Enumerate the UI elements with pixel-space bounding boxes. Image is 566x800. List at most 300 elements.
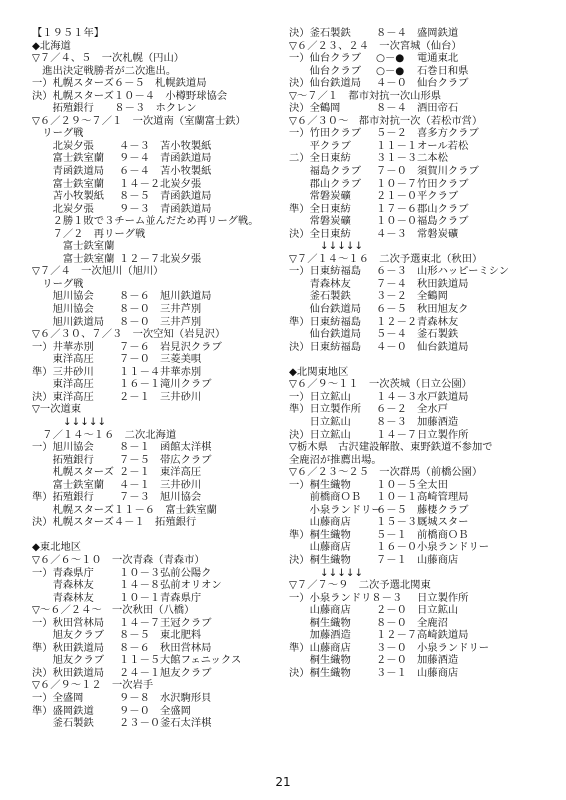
team-name: 一）小泉ランドリ８－３ bbox=[289, 591, 403, 604]
team-name: 一）仙台クラブ bbox=[289, 52, 362, 65]
team-name: 富士鉄室蘭 bbox=[32, 152, 105, 165]
text-line bbox=[289, 429, 554, 442]
text-line bbox=[32, 504, 297, 517]
game-score: ４－０ bbox=[376, 77, 407, 90]
text-line bbox=[32, 102, 297, 115]
text-line bbox=[289, 90, 554, 103]
team-name: 決）全日東紡 bbox=[289, 227, 351, 240]
game-score: １２－７ bbox=[376, 629, 418, 642]
text-line bbox=[32, 316, 297, 329]
team-name: 常磐炭礦 bbox=[289, 190, 351, 203]
team-name: 準）山藤商店 bbox=[289, 641, 351, 654]
opponent-name: 須賀川クラブ bbox=[417, 165, 479, 178]
opponent-name: 水戸鉄道局 bbox=[417, 390, 469, 403]
game-score: １２－２ bbox=[376, 315, 418, 328]
right-column bbox=[289, 27, 554, 679]
game-score: ９－４ bbox=[119, 152, 150, 165]
team-name: 一）旭川協会 bbox=[32, 441, 94, 454]
text-line bbox=[289, 240, 554, 253]
team-name: 一）日東紡福島 bbox=[289, 265, 362, 278]
text-line bbox=[32, 403, 297, 416]
line-text: ◆北関東地区 bbox=[289, 365, 349, 378]
opponent-name: 盛岡鉄道 bbox=[417, 27, 459, 39]
game-score: １４－３ bbox=[376, 390, 418, 403]
game-score: ７－３ bbox=[119, 491, 150, 504]
team-name: 一）日立鉱山 bbox=[289, 390, 351, 403]
text-line bbox=[32, 479, 297, 492]
text-line bbox=[32, 65, 297, 78]
text-line bbox=[289, 303, 554, 316]
team-name: 準）桐生織物 bbox=[289, 528, 351, 541]
team-name: 青森林友 bbox=[289, 277, 351, 290]
game-score: １０－０ bbox=[376, 215, 418, 228]
text-line bbox=[289, 391, 554, 404]
text-line bbox=[289, 27, 554, 40]
game-score: ８－６ bbox=[119, 290, 150, 303]
opponent-name: 旭友クラブ bbox=[160, 666, 212, 679]
text-line bbox=[289, 341, 554, 354]
opponent-name: 青函鉄道局 bbox=[160, 152, 212, 165]
text-line bbox=[32, 617, 297, 630]
opponent-name: 水沢駒形貝 bbox=[160, 691, 212, 704]
text-line bbox=[32, 491, 297, 504]
team-name: 旭友クラブ bbox=[32, 629, 105, 642]
text-line bbox=[32, 705, 297, 718]
text-line bbox=[289, 52, 554, 65]
team-name: 準）拓殖銀行 bbox=[32, 491, 94, 504]
text-line bbox=[32, 667, 297, 680]
text-line bbox=[289, 378, 554, 391]
text-line bbox=[289, 40, 554, 53]
game-score: ６－５ bbox=[376, 503, 407, 516]
opponent-name: 平クラブ bbox=[417, 190, 459, 203]
text-line bbox=[289, 516, 554, 529]
opponent-name: 王冠クラブ bbox=[160, 616, 212, 629]
text-line bbox=[289, 416, 554, 429]
game-score: ５－４ bbox=[376, 328, 407, 341]
game-score: ５－２ bbox=[376, 127, 407, 140]
text-line bbox=[32, 391, 297, 404]
text-line bbox=[289, 567, 554, 580]
text-line bbox=[32, 240, 297, 253]
opponent-name: 青森県庁 bbox=[160, 591, 202, 604]
text-line bbox=[289, 654, 554, 667]
text-line bbox=[32, 717, 297, 730]
team-name: 仙台鉄道局 bbox=[289, 328, 362, 341]
line-text: ↓↓↓↓↓ bbox=[289, 566, 364, 579]
line-text: ▽７／１４～１６ 二次予選東北（秋田） bbox=[289, 252, 483, 265]
team-name: 北炭夕張 bbox=[32, 202, 94, 215]
team-name: 決）釜石製鉄 bbox=[289, 27, 351, 39]
opponent-name: 小泉ランドリー bbox=[417, 541, 490, 554]
text-line bbox=[32, 278, 297, 291]
opponent-name: 東北肥料 bbox=[160, 629, 202, 642]
opponent-name: 旭川鉄道局 bbox=[160, 290, 212, 303]
game-score: ８－５ bbox=[119, 190, 150, 203]
game-score: １０－５ bbox=[376, 478, 418, 491]
opponent-name: 三井砂川 bbox=[160, 478, 202, 491]
game-score: ８－０ bbox=[119, 315, 150, 328]
text-line bbox=[289, 290, 554, 303]
text-line bbox=[289, 579, 554, 592]
text-line bbox=[289, 190, 554, 203]
team-name: 準）全日東紡 bbox=[289, 202, 351, 215]
text-line bbox=[32, 40, 297, 53]
team-name: 山藤商店 bbox=[289, 516, 351, 529]
game-score: １４－２ bbox=[119, 177, 161, 190]
line-text: ▽栃木県 古沢建設解散、東野鉄道不参加で bbox=[289, 441, 493, 454]
game-score: ４－３ bbox=[119, 139, 150, 152]
line-text: ▽６／３０、７／３ 一次空知（岩見沢） bbox=[32, 328, 226, 341]
opponent-name: 釜石太洋棋 bbox=[160, 717, 212, 730]
line-text: ↓↓↓↓↓ bbox=[289, 240, 364, 253]
game-score: １４－７ bbox=[119, 616, 161, 629]
text-line bbox=[289, 466, 554, 479]
opponent-name: 福島クラブ bbox=[417, 215, 469, 228]
text-line bbox=[32, 378, 297, 391]
team-name: 北炭夕張 bbox=[32, 139, 94, 152]
game-score: ７－０ bbox=[376, 165, 407, 178]
text-line bbox=[289, 642, 554, 655]
team-name: 旭川鉄道局 bbox=[32, 315, 105, 328]
opponent-name: 青森林友 bbox=[417, 315, 459, 328]
game-score: ７－５ bbox=[119, 453, 150, 466]
team-name: 決）日東紡福島 bbox=[289, 340, 362, 353]
opponent-name: 酒田帝石 bbox=[417, 102, 459, 115]
line-text: ▽６／３０～ 都市対抗一次（若松市営） bbox=[289, 114, 483, 127]
opponent-name: 釜石製鉄 bbox=[417, 328, 459, 341]
text-line bbox=[32, 303, 297, 316]
opponent-name: 仙台鉄道局 bbox=[417, 340, 469, 353]
text-line bbox=[32, 341, 297, 354]
game-score: １１－４ bbox=[119, 365, 161, 378]
text-line bbox=[32, 203, 297, 216]
opponent-name: 竹田クラブ bbox=[417, 177, 469, 190]
game-score: ８－０ bbox=[376, 616, 407, 629]
text-line bbox=[32, 567, 297, 580]
text-line bbox=[289, 228, 554, 241]
team-name: 拓殖銀行 bbox=[32, 453, 94, 466]
left-column bbox=[32, 27, 297, 730]
opponent-name: 全盛岡 bbox=[160, 704, 191, 717]
opponent-name: 全鹿沼 bbox=[417, 616, 448, 629]
team-name: 一）青森県庁 bbox=[32, 566, 94, 579]
text-line bbox=[32, 529, 297, 542]
opponent-name: 帯広クラブ bbox=[160, 453, 212, 466]
opponent-name: 加藤酒造 bbox=[417, 654, 459, 667]
text-line bbox=[32, 115, 297, 128]
team-name: 郡山クラブ bbox=[289, 177, 362, 190]
text-line bbox=[32, 441, 297, 454]
team-name: 二）全日東紡 bbox=[289, 152, 351, 165]
game-score: ２１－０ bbox=[376, 190, 418, 203]
text-line bbox=[32, 178, 297, 191]
game-score: １０－３ bbox=[119, 566, 161, 579]
opponent-name: 青函鉄道局 bbox=[160, 190, 212, 203]
opponent-name: 全水戸 bbox=[417, 403, 448, 416]
opponent-name: 山藤商店 bbox=[417, 553, 459, 566]
text-line bbox=[32, 27, 297, 40]
opponent-name: 井華赤別 bbox=[160, 365, 202, 378]
team-name: 決）仙台鉄道局 bbox=[289, 77, 362, 90]
line-text: 進出決定戦勝者が二次進出。 bbox=[32, 64, 177, 77]
team-name: 一）井華赤別 bbox=[32, 340, 94, 353]
game-score: ８－６ bbox=[119, 641, 150, 654]
text-line bbox=[32, 516, 297, 529]
line-text: ▽一次道東 bbox=[32, 403, 82, 416]
game-score: ７－６ bbox=[119, 340, 150, 353]
text-line bbox=[289, 316, 554, 329]
line-text: ▽７／４ 一次旭川（旭川） bbox=[32, 265, 164, 278]
text-line bbox=[289, 667, 554, 680]
text-line bbox=[32, 579, 297, 592]
text-line bbox=[289, 454, 554, 467]
game-score: ２－０ bbox=[376, 604, 407, 617]
team-name: 常磐炭礦 bbox=[289, 215, 351, 228]
team-name: 旭友クラブ bbox=[32, 654, 105, 667]
text-line bbox=[32, 290, 297, 303]
line-text: 札幌スターズ１１－６ 富士鉄室蘭 bbox=[32, 503, 217, 516]
text-line bbox=[289, 629, 554, 642]
text-line bbox=[32, 642, 297, 655]
game-score: ７－０ bbox=[119, 353, 150, 366]
text-line bbox=[32, 353, 297, 366]
opponent-name: 岩見沢クラブ bbox=[160, 340, 222, 353]
game-score: ７－４ bbox=[376, 277, 407, 290]
team-name: 準）三井砂川 bbox=[32, 365, 94, 378]
opponent-name: 函館太洋棋 bbox=[160, 441, 212, 454]
text-line bbox=[32, 592, 297, 605]
text-line bbox=[32, 679, 297, 692]
game-score: ６－３ bbox=[376, 265, 407, 278]
game-score: ８－５ bbox=[119, 629, 150, 642]
text-line bbox=[289, 215, 554, 228]
opponent-name: 仙台クラブ bbox=[417, 77, 469, 90]
team-name: 富士鉄室蘭 bbox=[32, 252, 115, 265]
team-name: 東洋高圧 bbox=[32, 353, 94, 366]
opponent-name: 加藤酒造 bbox=[417, 415, 459, 428]
opponent-name: 旭川協会 bbox=[160, 491, 202, 504]
opponent-name: 弘前オリオン bbox=[160, 579, 222, 592]
opponent-name: オール若松 bbox=[417, 139, 469, 152]
text-line bbox=[289, 491, 554, 504]
line-text: ▽～７／１ 都市対抗一次山形県 bbox=[289, 89, 442, 102]
opponent-name: 秋田営林局 bbox=[160, 641, 212, 654]
text-line bbox=[289, 541, 554, 554]
team-name: 決）桐生織物 bbox=[289, 666, 351, 679]
team-name: 富士鉄室蘭 bbox=[32, 177, 105, 190]
team-name: 富士鉄室蘭 bbox=[32, 478, 105, 491]
opponent-name: 苫小牧製紙 bbox=[160, 139, 212, 152]
text-line bbox=[32, 454, 297, 467]
text-line bbox=[32, 554, 297, 567]
game-score: ３１－３ bbox=[376, 152, 418, 165]
game-score: １６－０ bbox=[376, 541, 418, 554]
game-score: １４－８ bbox=[119, 579, 161, 592]
line-text: ▽７／７～９ 二次予選北関東 bbox=[289, 579, 431, 592]
text-line bbox=[32, 541, 297, 554]
text-line bbox=[32, 90, 297, 103]
text-line bbox=[289, 115, 554, 128]
game-score: １０－１ bbox=[119, 591, 161, 604]
game-score: ９－３ bbox=[119, 202, 150, 215]
game-score: ６－５ bbox=[376, 303, 407, 316]
team-name: 決）全鶴岡 bbox=[289, 102, 341, 115]
opponent-name: 全鶴岡 bbox=[417, 290, 448, 303]
team-name: 加藤酒造 bbox=[289, 629, 351, 642]
text-line bbox=[289, 278, 554, 291]
opponent-name: 秋田鉄道局 bbox=[417, 277, 469, 290]
game-score: １１－５ bbox=[119, 654, 161, 667]
game-score: １７－６ bbox=[376, 202, 418, 215]
text-line bbox=[289, 152, 554, 165]
text-line bbox=[289, 441, 554, 454]
team-name: 決）秋田鉄道局 bbox=[32, 666, 105, 679]
game-score: ２－１ bbox=[119, 390, 150, 403]
opponent-name: 電通東北 bbox=[417, 52, 459, 65]
line-text: 決）札幌スターズ４－１ 拓殖銀行 bbox=[32, 516, 197, 529]
line-text: ▽６／６～１０ 一次青森（青森市） bbox=[32, 553, 205, 566]
team-name: 釜石製鉄 bbox=[32, 717, 94, 730]
game-score: ６－２ bbox=[376, 403, 407, 416]
text-line bbox=[32, 152, 297, 165]
game-score: ２４－１ bbox=[119, 666, 161, 679]
text-line bbox=[32, 366, 297, 379]
opponent-name: 藤棲クラブ bbox=[417, 503, 469, 516]
line-text: 拓殖銀行 ８－３ ホクレン bbox=[32, 102, 197, 115]
opponent-name: 喜多方クラブ bbox=[417, 127, 479, 140]
text-line bbox=[32, 429, 297, 442]
team-name: 決）日立鉱山 bbox=[289, 428, 351, 441]
opponent-name: 秋田旭友ク bbox=[417, 303, 469, 316]
opponent-name: 日立鉱山 bbox=[417, 604, 459, 617]
team-name: 青函鉄道局 bbox=[32, 165, 105, 178]
game-score: ６－４ bbox=[119, 165, 150, 178]
text-line bbox=[289, 353, 554, 366]
line-text: リーグ戦 bbox=[32, 127, 84, 140]
text-line bbox=[32, 654, 297, 667]
text-line bbox=[289, 127, 554, 140]
line-text: 決）札幌スターズ１０－４ 小樽野球協会 bbox=[32, 89, 228, 102]
text-line bbox=[289, 403, 554, 416]
line-text: 富士鉄室蘭 bbox=[32, 240, 115, 253]
game-score: ２－０ bbox=[376, 654, 407, 667]
team-name: 準）盛岡鉄道 bbox=[32, 704, 94, 717]
team-name: 平クラブ bbox=[289, 139, 351, 152]
game-score: ９－０ bbox=[119, 704, 150, 717]
opponent-name: 北炭夕張 bbox=[160, 177, 202, 190]
game-score: １０－１ bbox=[376, 491, 418, 504]
text-line bbox=[32, 328, 297, 341]
team-name: 福島クラブ bbox=[289, 165, 362, 178]
text-line bbox=[32, 190, 297, 203]
text-line bbox=[289, 529, 554, 542]
opponent-name: 厩城スター bbox=[417, 516, 469, 529]
game-score: ８－４ bbox=[376, 27, 407, 39]
text-line bbox=[32, 228, 297, 241]
text-line bbox=[289, 165, 554, 178]
line-text: ▽６／２３～２５ 一次群馬（前橋公園） bbox=[289, 466, 483, 479]
team-name: 準）日東紡福島 bbox=[289, 315, 362, 328]
game-score: ○－● bbox=[376, 64, 405, 77]
opponent-name: 石巻日和県 bbox=[417, 64, 469, 77]
team-name: 準）日立製作所 bbox=[289, 403, 362, 416]
team-name: 桐生織物 bbox=[289, 654, 351, 667]
text-line bbox=[32, 77, 297, 90]
line-text: ２勝１敗で３チーム並んだため再リーグ戦。 bbox=[32, 215, 259, 228]
game-score: ２－１ bbox=[119, 466, 150, 479]
opponent-name: 常磐炭礦 bbox=[417, 227, 459, 240]
opponent-name: 三菱美唄 bbox=[160, 353, 202, 366]
team-name: 決）東洋高圧 bbox=[32, 390, 94, 403]
text-line bbox=[289, 592, 554, 605]
line-text: ７／２ 再リーグ戦 bbox=[32, 227, 146, 240]
opponent-name: 三井芦別 bbox=[160, 315, 202, 328]
opponent-name: 郡山クラブ bbox=[417, 202, 469, 215]
text-line bbox=[32, 629, 297, 642]
opponent-name: 高崎鉄道局 bbox=[417, 629, 469, 642]
game-score: １０－７ bbox=[376, 177, 418, 190]
team-name: 仙台クラブ bbox=[289, 64, 362, 77]
line-text: ▽６／２９～７／１ 一次道南（室蘭富士鉄） bbox=[32, 114, 246, 127]
text-line bbox=[289, 203, 554, 216]
text-line bbox=[289, 65, 554, 78]
opponent-name: 前橋商ＯＢ bbox=[417, 528, 469, 541]
game-score: ３－２ bbox=[376, 290, 407, 303]
text-line bbox=[32, 140, 297, 153]
line-text: ▽～６／２４～ 一次秋田（八橋） bbox=[32, 604, 195, 617]
text-line bbox=[289, 265, 554, 278]
team-name: 青森林友 bbox=[32, 591, 94, 604]
line-text: 一）札幌スターズ６－５ 札幌鉄道局 bbox=[32, 77, 207, 90]
line-text: ▽６／９～１２ 一次岩手 bbox=[32, 679, 154, 692]
text-line bbox=[32, 466, 297, 479]
game-score: ７－１ bbox=[376, 553, 407, 566]
opponent-name: 高崎管理局 bbox=[417, 491, 469, 504]
game-score: １６－１ bbox=[119, 378, 161, 391]
opponent-name: 大館フェニックス bbox=[160, 654, 242, 667]
team-name: 旭川協会 bbox=[32, 303, 94, 316]
game-score: ４－１ bbox=[119, 478, 150, 491]
text-line bbox=[289, 504, 554, 517]
opponent-name: 滝川クラブ bbox=[160, 378, 212, 391]
text-line bbox=[289, 479, 554, 492]
line-text: ◆北海道 bbox=[32, 39, 71, 52]
line-text: ↓↓↓↓↓ bbox=[32, 415, 107, 428]
line-text: ▽７／４、５ 一次札幌（円山） bbox=[32, 52, 185, 65]
team-name: 一）竹田クラブ bbox=[289, 127, 362, 140]
line-text: ▽６／２３、２４ 一次宮城（仙台） bbox=[289, 39, 462, 52]
opponent-name: 青函鉄道局 bbox=[160, 202, 212, 215]
line-text: 全鹿沼が推薦出場。 bbox=[289, 453, 382, 466]
text-line bbox=[32, 604, 297, 617]
team-name: 旭川協会 bbox=[32, 290, 94, 303]
team-name: 小泉ランドリー bbox=[289, 503, 382, 516]
opponent-name: 全太田 bbox=[417, 478, 448, 491]
team-name: 山藤商店 bbox=[289, 541, 351, 554]
text-line bbox=[32, 692, 297, 705]
team-name: 仙台鉄道局 bbox=[289, 303, 362, 316]
text-line bbox=[289, 554, 554, 567]
team-name: 一）桐生織物 bbox=[289, 478, 351, 491]
text-line bbox=[32, 253, 297, 266]
opponent-name: 東洋高圧 bbox=[160, 466, 202, 479]
team-name: 青森林友 bbox=[32, 579, 94, 592]
team-name: 準）秋田鉄道局 bbox=[32, 641, 105, 654]
game-score: ２３－０ bbox=[119, 717, 161, 730]
game-score: ５－１ bbox=[376, 528, 407, 541]
text-line bbox=[32, 52, 297, 65]
